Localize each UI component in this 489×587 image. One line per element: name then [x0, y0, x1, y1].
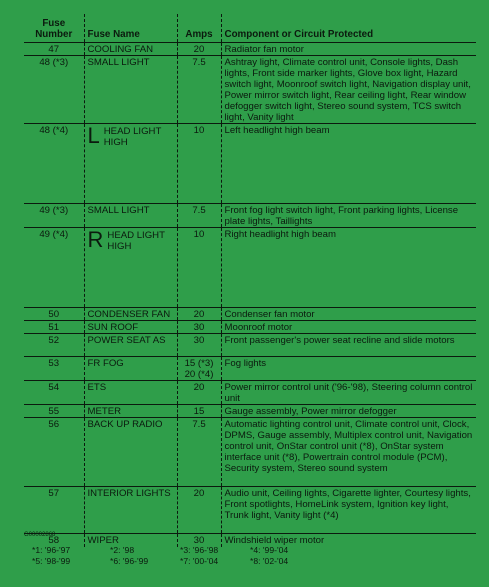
footnote: *7: '00-'04: [180, 556, 219, 566]
fuse-number-cell: 52: [24, 334, 84, 357]
footnote-row: [32, 556, 472, 567]
footnote: *5: '98-'99: [32, 556, 71, 566]
fuse-number-cell: 48 (*4): [24, 124, 84, 204]
component-cell: Fog lights: [221, 357, 476, 381]
footnote: *6: '96-'99: [110, 556, 149, 566]
fuse-number-cell: 48 (*3): [24, 56, 84, 124]
table-row: [24, 321, 476, 334]
figure-code: G00002868: [24, 532, 56, 538]
fuse-number-cell: 54: [24, 381, 84, 405]
fuse-name-cell: [84, 228, 177, 308]
table-row: [24, 381, 476, 405]
component-cell: Radiator fan motor: [221, 43, 476, 56]
amps-cell: 20: [177, 43, 221, 56]
table-row: [24, 487, 476, 534]
amps-cell: 20: [177, 381, 221, 405]
component-cell: Moonroof motor: [221, 321, 476, 334]
amps-cell: 7.5: [177, 418, 221, 487]
amps-cell: 10: [177, 124, 221, 204]
fuse-name-cell: SUN ROOF: [84, 321, 177, 334]
fuse-number-cell: 58: [24, 534, 84, 547]
header-fuse-name: Fuse Name: [84, 14, 177, 43]
headlight-label: [88, 229, 174, 252]
footnote: *2: '98: [110, 545, 135, 555]
amps-cell: 15: [177, 405, 221, 418]
fuse-number-cell: 55: [24, 405, 84, 418]
fuse-number-cell: 49 (*4): [24, 228, 84, 308]
fuse-number-cell: 51: [24, 321, 84, 334]
side-letter: L: [87, 123, 100, 148]
table-row: [24, 357, 476, 381]
fuse-table: [24, 14, 476, 547]
header-fuse-number: Fuse Number: [24, 14, 84, 43]
fuse-number-cell: 57: [24, 487, 84, 534]
component-cell: Ashtray light, Climate control unit, Console lights, Dash lights, Front side marker lights, Glove box light, Hazard switch light, Moonroof switch light, Navigation display unit, Power mirror switch light, Rear ceiling light, Rear window defogger switch light, Stereo sound system, TCS switch light, Vanity light: [221, 56, 476, 124]
fuse-name-cell: CONDENSER FAN: [84, 308, 177, 321]
fuse-name-cell: INTERIOR LIGHTS: [84, 487, 177, 534]
table-row: [24, 308, 476, 321]
fuse-name-cell: COOLING FAN: [84, 43, 177, 56]
amps-cell: 30: [177, 334, 221, 357]
footnote: *3: '96-'98: [180, 545, 219, 555]
footnote: *4: '99-'04: [250, 545, 289, 555]
footnote-row: [32, 545, 472, 556]
footnote: *1: '96-'97: [32, 545, 71, 555]
table-row: [24, 405, 476, 418]
fuse-number-cell: 53: [24, 357, 84, 381]
fuse-name-text: HEAD LIGHT HIGH: [107, 230, 165, 252]
fuse-name-text: HEAD LIGHT HIGH: [103, 126, 162, 148]
table-header-row: [24, 14, 476, 43]
component-cell: Condenser fan motor: [221, 308, 476, 321]
table-row: [24, 43, 476, 56]
table-row: [24, 334, 476, 357]
fuse-number-cell: 49 (*3): [24, 204, 84, 228]
footnotes: [32, 545, 472, 567]
amps-cell: [177, 357, 221, 381]
headlight-label: [88, 125, 174, 148]
fuse-number-cell: 56: [24, 418, 84, 487]
fuse-name-cell: WIPER: [84, 534, 177, 547]
component-cell: Front fog light switch light, Front parking lights, License plate lights, Taillights: [221, 204, 476, 228]
amps-cell: 30: [177, 321, 221, 334]
fuse-number-cell: 47: [24, 43, 84, 56]
footnote: *8: '02-'04: [250, 556, 289, 566]
component-cell: Right headlight high beam: [221, 228, 476, 308]
amps-cell: 20: [177, 308, 221, 321]
component-cell: Audio unit, Ceiling lights, Cigarette lighter, Courtesy lights, Front spotlights, HomeLink system, Ignition key light, Trunk light, Vanity light (*4): [221, 487, 476, 534]
amps-value: 20 (*4): [184, 369, 214, 380]
fuse-name-cell: BACK UP RADIO: [84, 418, 177, 487]
fuse-name-cell: [84, 124, 177, 204]
header-component: Component or Circuit Protected: [221, 14, 476, 43]
table-row: [24, 204, 476, 228]
fuse-name-cell: FR FOG: [84, 357, 177, 381]
table-row: [24, 124, 476, 204]
amps-cell: 7.5: [177, 204, 221, 228]
component-cell: Automatic lighting control unit, Climate control unit, Clock, DPMS, Gauge assembly, Multiplex control unit, Navigation control unit, OnStar control unit (*8), OnStar system interface unit (*8), Powertrain control module (PCM), Security system, Stereo sound system: [221, 418, 476, 487]
table-row: [24, 56, 476, 124]
amps-cell: 7.5: [177, 56, 221, 124]
fuse-name-cell: METER: [84, 405, 177, 418]
fuse-name-cell: POWER SEAT AS: [84, 334, 177, 357]
component-cell: Front passenger's power seat recline and slide motors: [221, 334, 476, 357]
component-cell: Power mirror control unit ('96-'98), Steering column control unit: [221, 381, 476, 405]
amps-cell: 10: [177, 228, 221, 308]
side-letter: R: [87, 227, 104, 252]
fuse-number-cell: 50: [24, 308, 84, 321]
table-row: [24, 228, 476, 308]
component-cell: Left headlight high beam: [221, 124, 476, 204]
amps-cell: 30: [177, 534, 221, 547]
table-row: [24, 418, 476, 487]
fuse-name-cell: SMALL LIGHT: [84, 56, 177, 124]
component-cell: Gauge assembly, Power mirror defogger: [221, 405, 476, 418]
header-amps: Amps: [177, 14, 221, 43]
fuse-name-cell: SMALL LIGHT: [84, 204, 177, 228]
component-cell: Windshield wiper motor: [221, 534, 476, 547]
amps-value: 15 (*3): [184, 358, 214, 369]
amps-cell: 20: [177, 487, 221, 534]
fuse-name-cell: ETS: [84, 381, 177, 405]
